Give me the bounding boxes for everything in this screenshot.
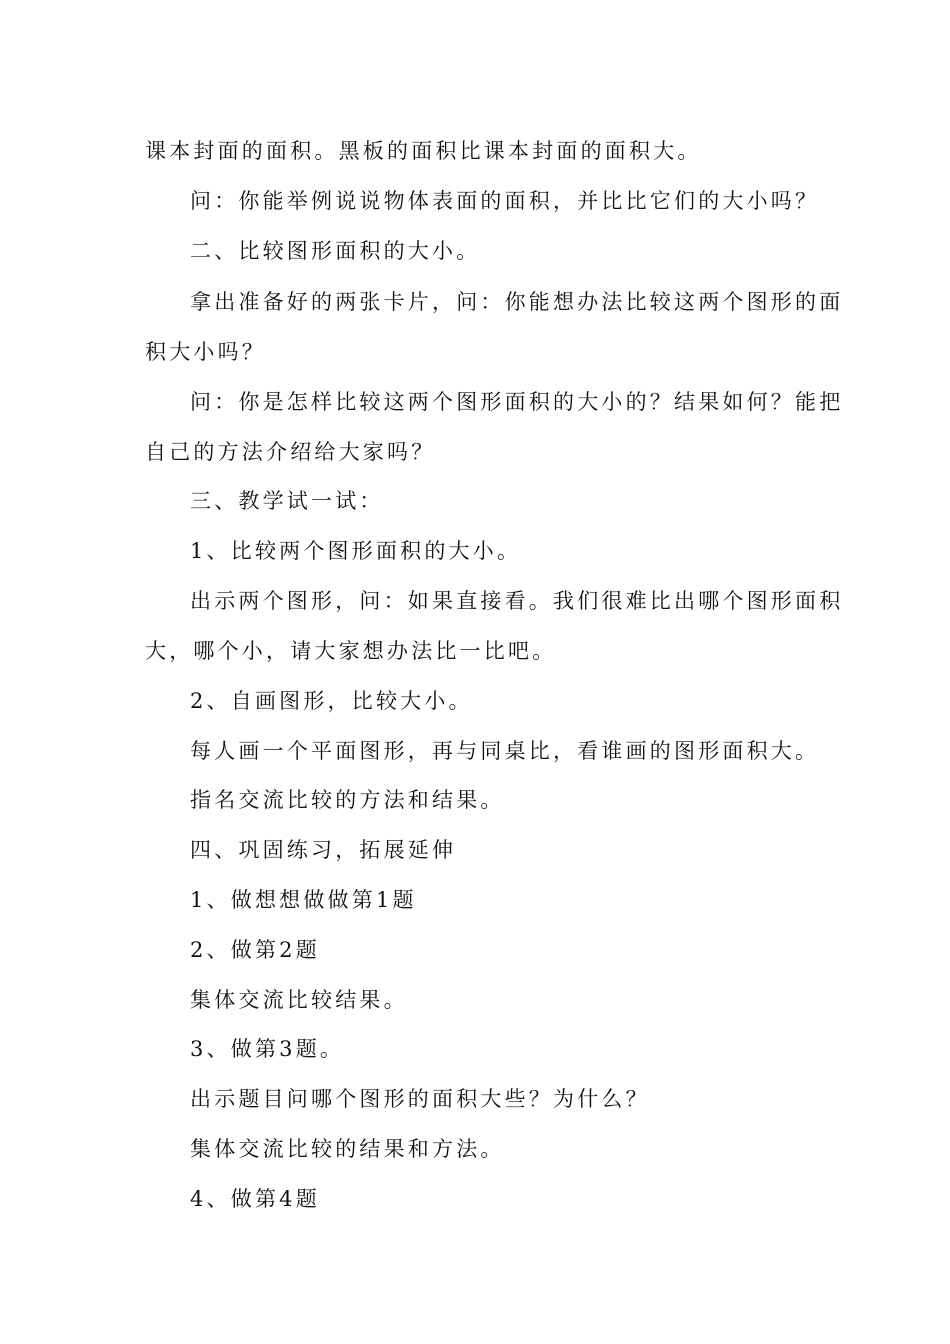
text-line: 2、自画图形，比较大小。 [190,689,473,713]
text-line: 每人画一个平面图形，再与同桌比，看谁画的图形面积大。 [190,739,820,763]
text-line: 1、做想想做做第1题 [190,888,417,912]
text-line: 问：你能举例说说物体表面的面积，并比比它们的大小吗？ [190,189,820,213]
text-line: 集体交流比较的结果和方法。 [190,1137,505,1161]
text-line: 拿出准备好的两张卡片，问：你能想办法比较这两个图形的面 [190,290,844,314]
text-line: 出示两个图形，问：如果直接看。我们很难比出哪个图形面积 [190,589,844,613]
text-line: 问：你是怎样比较这两个图形面积的大小的？结果如何？能把 [190,390,844,414]
text-line: 积大小吗？ [145,340,266,364]
section-heading: 三、教学试一试： [190,489,384,513]
text-line: 4、做第4题 [190,1187,320,1211]
text-line: 2、做第2题 [190,938,320,962]
text-line: 课本封面的面积。黑板的面积比课本封面的面积大。 [145,139,702,163]
text-line: 自己的方法介绍给大家吗？ [145,440,436,464]
section-heading: 四、巩固练习，拓展延伸 [190,838,457,862]
section-heading: 二、比较图形面积的大小。 [190,239,481,263]
text-line: 1、比较两个图形面积的大小。 [190,539,522,563]
text-line: 3、做第3题。 [190,1037,345,1061]
text-line: 出示题目问哪个图形的面积大些？为什么？ [190,1087,650,1111]
text-line: 大，哪个小，请大家想办法比一比吧。 [145,639,557,663]
text-line: 集体交流比较结果。 [190,988,408,1012]
text-line: 指名交流比较的方法和结果。 [190,788,505,812]
